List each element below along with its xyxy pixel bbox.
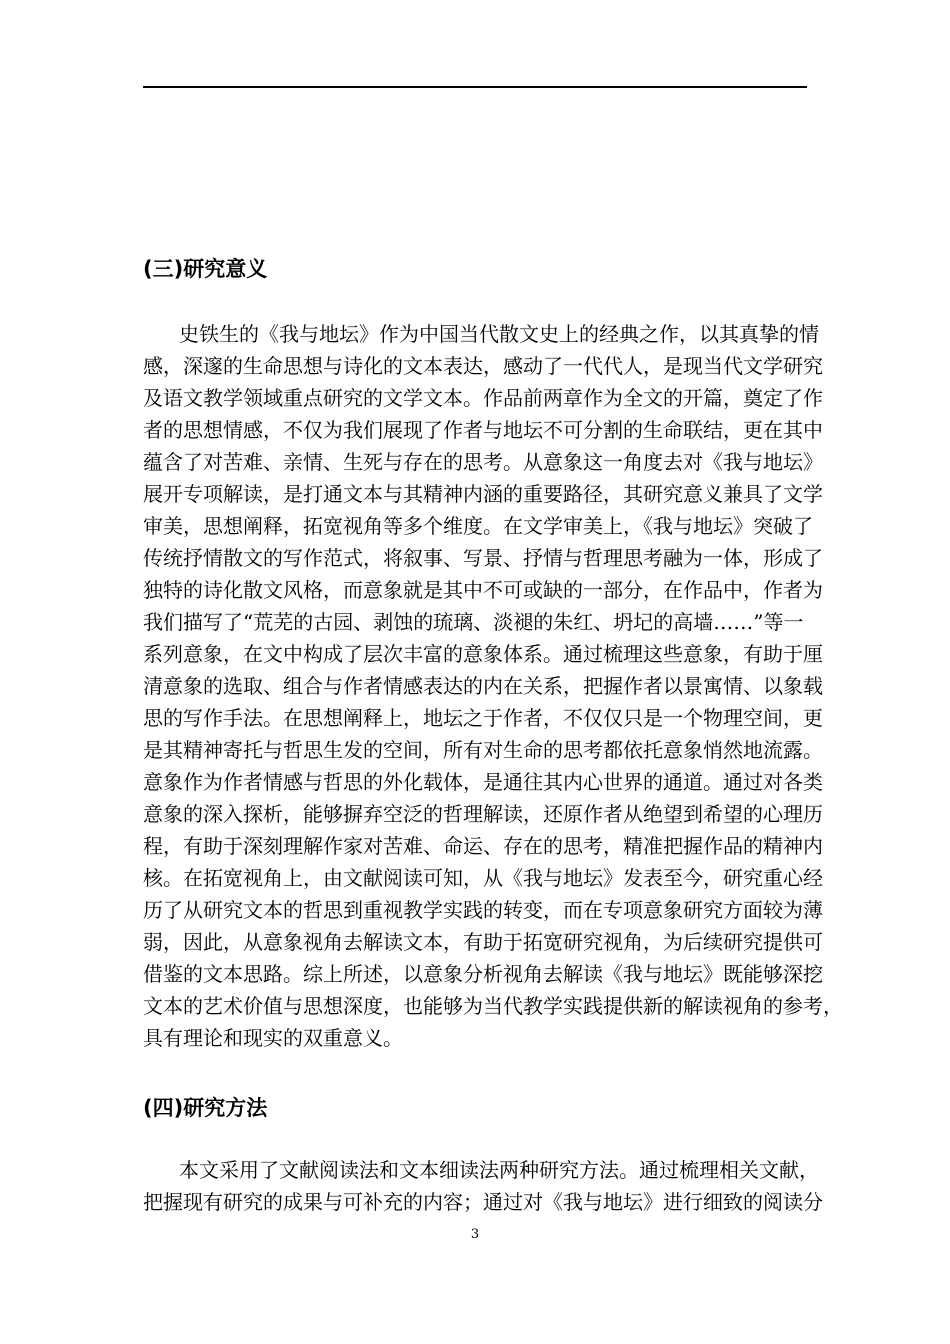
paragraph-line: 感，深邃的生命思想与诗化的文本表达，感动了一代代人，是现当代文学研究 — [143, 354, 823, 378]
paragraph-line: 是其精神寄托与哲思生发的空间，所有对生命的思考都依托意象悄然地流露。 — [143, 738, 823, 762]
paragraph-line: 历了从研究文本的哲思到重视教学实践的转变，而在专项意象研究方面较为薄 — [143, 898, 823, 922]
section-heading-research-significance: (三)研究意义 — [143, 257, 268, 281]
paragraph-line: 文本的艺术价值与思想深度，也能够为当代教学实践提供新的解读视角的参考， — [143, 994, 843, 1018]
page-number: 3 — [470, 1227, 480, 1242]
paragraph-line: 传统抒情散文的写作范式，将叙事、写景、抒情与哲理思考融为一体，形成了 — [143, 546, 823, 570]
paragraph-line: 核。在拓宽视角上，由文献阅读可知，从《我与地坛》发表至今，研究重心经 — [143, 866, 823, 890]
paragraph-line: 我们描写了“荒芜的古园、剥蚀的琉璃、淡褪的朱红、坍圮的高墙……”等一 — [143, 610, 804, 634]
paragraph-line: 者的思想情感，不仅为我们展现了作者与地坛不可分割的生命联结，更在其中 — [143, 418, 823, 442]
paragraph-line: 独特的诗化散文风格，而意象就是其中不可或缺的一部分，在作品中，作者为 — [143, 578, 823, 602]
header-rule — [143, 86, 807, 88]
paragraph-line: 具有理论和现实的双重意义。 — [143, 1026, 403, 1050]
paragraph-line: 借鉴的文本思路。综上所述，以意象分析视角去解读《我与地坛》既能够深挖 — [143, 962, 823, 986]
paragraph-line: 审美，思想阐释，拓宽视角等多个维度。在文学审美上，《我与地坛》突破了 — [143, 514, 813, 538]
paragraph-line: 展开专项解读，是打通文本与其精神内涵的重要路径，其研究意义兼具了文学 — [143, 482, 823, 506]
paragraph-line: 本文采用了文献阅读法和文本细读法两种研究方法。通过梳理相关文献， — [179, 1158, 819, 1182]
paragraph-line: 及语文教学领域重点研究的文学文本。作品前两章作为全文的开篇，奠定了作 — [143, 386, 823, 410]
paragraph-line: 思的写作手法。在思想阐释上，地坛之于作者，不仅仅只是一个物理空间，更 — [143, 706, 823, 730]
paragraph-line: 系列意象，在文中构成了层次丰富的意象体系。通过梳理这些意象，有助于厘 — [143, 642, 823, 666]
section-heading-research-methods: (四)研究方法 — [143, 1096, 268, 1120]
paragraph-line: 清意象的选取、组合与作者情感表达的内在关系，把握作者以景寓情、以象载 — [143, 674, 823, 698]
paragraph-line: 史铁生的《我与地坛》作为中国当代散文史上的经典之作，以其真挚的情 — [179, 322, 819, 346]
paragraph-line: 把握现有研究的成果与可补充的内容；通过对《我与地坛》进行细致的阅读分 — [143, 1190, 823, 1214]
paragraph-line: 弱，因此，从意象视角去解读文本，有助于拓宽研究视角，为后续研究提供可 — [143, 930, 823, 954]
paragraph-research-significance — [143, 318, 843, 1054]
paragraph-line: 意象作为作者情感与哲思的外化载体，是通往其内心世界的通道。通过对各类 — [143, 770, 823, 794]
paragraph-line: 蕴含了对苦难、亲情、生死与存在的思考。从意象这一角度去对《我与地坛》 — [143, 450, 823, 474]
paragraph-research-methods — [143, 1154, 823, 1218]
paragraph-line: 意象的深入探析，能够摒弃空泛的哲理解读，还原作者从绝望到希望的心理历 — [143, 802, 823, 826]
paragraph-line: 程，有助于深刻理解作家对苦难、命运、存在的思考，精准把握作品的精神内 — [143, 834, 823, 858]
